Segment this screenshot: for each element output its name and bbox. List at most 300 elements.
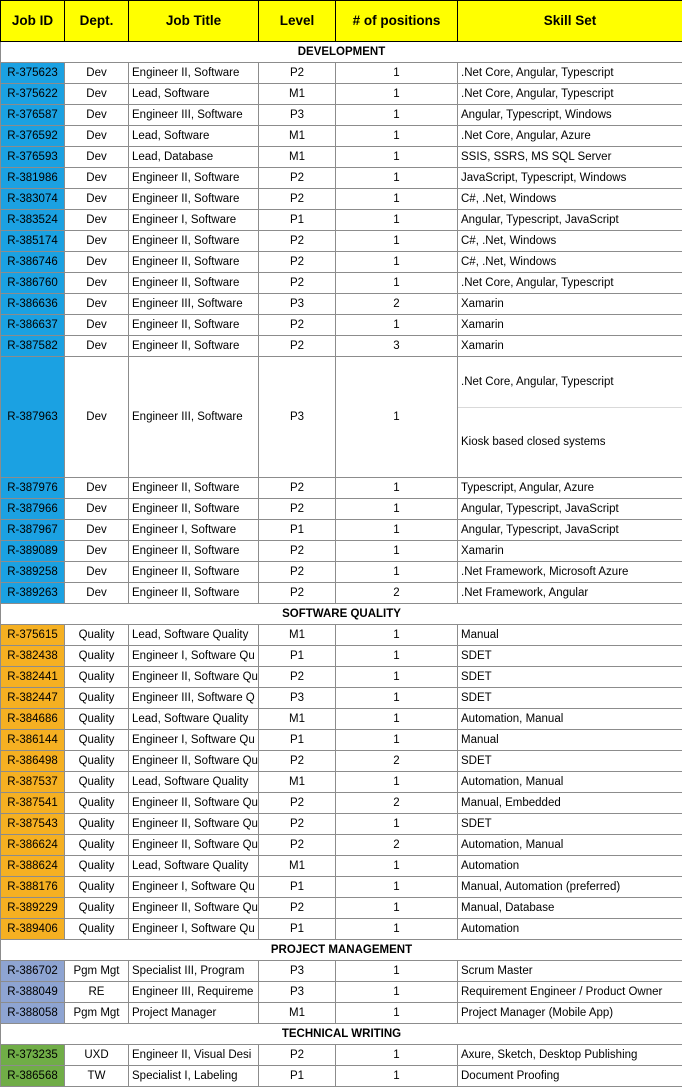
job-title-cell: Engineer II, Software: [129, 315, 259, 336]
positions-cell: 1: [336, 772, 458, 793]
positions-cell: 1: [336, 168, 458, 189]
job-id-cell: R-386760: [1, 273, 65, 294]
table-row: [1, 336, 682, 357]
skill-set-cell: .Net Framework, Angular: [458, 583, 682, 604]
positions-cell: 3: [336, 336, 458, 357]
table-row: [1, 646, 682, 667]
positions-cell: 2: [336, 835, 458, 856]
table-row: [1, 1045, 682, 1066]
positions-cell: 1: [336, 625, 458, 646]
skill-set-cell: Document Proofing: [458, 1066, 682, 1087]
job-title-cell: Engineer II, Software Qu: [129, 667, 259, 688]
dept-cell: Quality: [65, 709, 129, 730]
skill-set-cell: Angular, Typescript, JavaScript: [458, 520, 682, 541]
table-row: [1, 499, 682, 520]
dept-cell: Quality: [65, 877, 129, 898]
dept-cell: Dev: [65, 126, 129, 147]
level-cell: P2: [259, 478, 336, 499]
dept-cell: Pgm Mgt: [65, 961, 129, 982]
dept-cell: Dev: [65, 189, 129, 210]
dept-cell: Dev: [65, 252, 129, 273]
table-row: [1, 772, 682, 793]
skill-set-cell: Automation, Manual: [458, 772, 682, 793]
positions-cell: 1: [336, 562, 458, 583]
dept-cell: Dev: [65, 336, 129, 357]
table-row: [1, 814, 682, 835]
skill-set-cell: Angular, Typescript, JavaScript: [458, 210, 682, 231]
dept-cell: UXD: [65, 1045, 129, 1066]
job-title-cell: Engineer II, Software: [129, 336, 259, 357]
table-row: [1, 63, 682, 84]
job-title-cell: Engineer II, Visual Desi: [129, 1045, 259, 1066]
level-cell: P3: [259, 961, 336, 982]
section-header-development: [1, 42, 682, 63]
table-row: [1, 1066, 682, 1087]
dept-cell: Dev: [65, 315, 129, 336]
header-level: Level: [259, 1, 336, 42]
dept-cell: Quality: [65, 835, 129, 856]
job-title-cell: Engineer II, Software Qu: [129, 898, 259, 919]
skill-set-primary: .Net Core, Angular, Typescript: [458, 357, 682, 408]
level-cell: P2: [259, 583, 336, 604]
dept-cell: Dev: [65, 63, 129, 84]
level-cell: M1: [259, 1003, 336, 1024]
job-id-cell: R-387976: [1, 478, 65, 499]
skill-set-cell: Xamarin: [458, 336, 682, 357]
job-id-cell: R-389406: [1, 919, 65, 940]
table-row: [1, 667, 682, 688]
table-row: [1, 273, 682, 294]
job-id-cell: R-388049: [1, 982, 65, 1003]
skill-set-cell: Automation, Manual: [458, 835, 682, 856]
dept-cell: Dev: [65, 168, 129, 189]
section-header-technical-writing: [1, 1024, 682, 1045]
dept-cell: Pgm Mgt: [65, 1003, 129, 1024]
job-id-cell: R-383524: [1, 210, 65, 231]
level-cell: M1: [259, 84, 336, 105]
positions-cell: 1: [336, 646, 458, 667]
job-id-cell: R-383074: [1, 189, 65, 210]
job-title-cell: Lead, Software Quality: [129, 709, 259, 730]
skill-set-cell: .Net Framework, Microsoft Azure: [458, 562, 682, 583]
job-id-cell: R-386746: [1, 252, 65, 273]
level-cell: P3: [259, 982, 336, 1003]
positions-cell: 1: [336, 231, 458, 252]
level-cell: P1: [259, 646, 336, 667]
skill-set-cell: .Net Core, Angular, Typescript: [458, 273, 682, 294]
dept-cell: RE: [65, 982, 129, 1003]
table-row: [1, 709, 682, 730]
job-title-cell: Engineer III, Requireme: [129, 982, 259, 1003]
dept-cell: Dev: [65, 84, 129, 105]
skill-set-cell: SDET: [458, 688, 682, 709]
positions-cell: 1: [336, 814, 458, 835]
job-title-cell: Engineer II, Software Qu: [129, 793, 259, 814]
dept-cell: Dev: [65, 210, 129, 231]
job-id-cell: R-386637: [1, 315, 65, 336]
dept-cell: Dev: [65, 541, 129, 562]
level-cell: P3: [259, 294, 336, 315]
dept-cell: Dev: [65, 562, 129, 583]
skill-set-cell: Manual: [458, 625, 682, 646]
level-cell: P2: [259, 814, 336, 835]
skill-set-secondary: Kiosk based closed systems: [458, 408, 682, 477]
table-row: [1, 898, 682, 919]
skill-set-cell: Requirement Engineer / Product Owner: [458, 982, 682, 1003]
dept-cell: Dev: [65, 357, 129, 478]
positions-cell: 1: [336, 1066, 458, 1087]
job-id-cell: R-386498: [1, 751, 65, 772]
positions-cell: 1: [336, 1045, 458, 1066]
dept-cell: Quality: [65, 814, 129, 835]
job-title-cell: Engineer II, Software: [129, 499, 259, 520]
level-cell: P1: [259, 730, 336, 751]
job-id-cell: R-387537: [1, 772, 65, 793]
level-cell: M1: [259, 147, 336, 168]
job-id-cell: R-388624: [1, 856, 65, 877]
table-body: [1, 42, 682, 1087]
dept-cell: Dev: [65, 105, 129, 126]
job-title-cell: Engineer I, Software Qu: [129, 919, 259, 940]
skill-set-cell: SDET: [458, 646, 682, 667]
level-cell: M1: [259, 772, 336, 793]
dept-cell: Quality: [65, 856, 129, 877]
dept-cell: Dev: [65, 583, 129, 604]
skill-set-cell: .Net Core, Angular, Typescript: [458, 63, 682, 84]
table-row: [1, 730, 682, 751]
job-title-cell: Engineer II, Software: [129, 478, 259, 499]
dept-cell: Dev: [65, 478, 129, 499]
job-id-cell: R-385174: [1, 231, 65, 252]
positions-cell: 1: [336, 688, 458, 709]
skill-set-cell: C#, .Net, Windows: [458, 252, 682, 273]
skill-set-cell: Manual: [458, 730, 682, 751]
skill-set-cell: SDET: [458, 814, 682, 835]
section-title: TECHNICAL WRITING: [1, 1024, 682, 1045]
table-row: [1, 231, 682, 252]
table-row: [1, 583, 682, 604]
section-title: SOFTWARE QUALITY: [1, 604, 682, 625]
level-cell: P3: [259, 688, 336, 709]
table-row: [1, 478, 682, 499]
job-title-cell: Engineer II, Software Qu: [129, 751, 259, 772]
job-id-cell: R-388058: [1, 1003, 65, 1024]
positions-cell: 1: [336, 210, 458, 231]
job-title-cell: Engineer I, Software: [129, 210, 259, 231]
job-title-cell: Lead, Software: [129, 126, 259, 147]
job-title-cell: Engineer II, Software: [129, 231, 259, 252]
job-id-cell: R-386144: [1, 730, 65, 751]
table-row: [1, 520, 682, 541]
positions-cell: 1: [336, 147, 458, 168]
job-title-cell: Specialist I, Labeling: [129, 1066, 259, 1087]
job-id-cell: R-388176: [1, 877, 65, 898]
job-title-cell: Engineer I, Software Qu: [129, 730, 259, 751]
table-row: [1, 252, 682, 273]
skill-set-cell: Automation: [458, 856, 682, 877]
job-title-cell: Engineer II, Software: [129, 168, 259, 189]
job-id-cell: R-375615: [1, 625, 65, 646]
job-title-cell: Engineer II, Software: [129, 252, 259, 273]
dept-cell: Dev: [65, 499, 129, 520]
job-id-cell: R-376593: [1, 147, 65, 168]
dept-cell: Dev: [65, 294, 129, 315]
job-title-cell: Engineer I, Software Qu: [129, 877, 259, 898]
job-id-cell: R-389263: [1, 583, 65, 604]
table-row: [1, 315, 682, 336]
skill-set-cell: Xamarin: [458, 294, 682, 315]
job-id-cell: R-386702: [1, 961, 65, 982]
job-id-cell: R-375622: [1, 84, 65, 105]
job-title-cell: Engineer II, Software: [129, 562, 259, 583]
level-cell: M1: [259, 126, 336, 147]
table-row: [1, 982, 682, 1003]
level-cell: P2: [259, 168, 336, 189]
table-row: [1, 919, 682, 940]
section-header-software-quality: [1, 604, 682, 625]
level-cell: P2: [259, 1045, 336, 1066]
positions-cell: 1: [336, 478, 458, 499]
job-id-cell: R-387541: [1, 793, 65, 814]
table-row: [1, 541, 682, 562]
section-title: PROJECT MANAGEMENT: [1, 940, 682, 961]
skill-set-cell: C#, .Net, Windows: [458, 231, 682, 252]
positions-cell: 1: [336, 856, 458, 877]
table-row: [1, 562, 682, 583]
job-title-cell: Engineer III, Software: [129, 357, 259, 478]
job-title-cell: Engineer I, Software: [129, 520, 259, 541]
level-cell: M1: [259, 709, 336, 730]
positions-cell: 1: [336, 520, 458, 541]
level-cell: P2: [259, 499, 336, 520]
job-title-cell: Engineer III, Software: [129, 105, 259, 126]
section-header-project-management: [1, 940, 682, 961]
skill-set-cell: SDET: [458, 667, 682, 688]
skill-set-cell: .Net Core, Angular, Typescript: [458, 84, 682, 105]
table-row: [1, 168, 682, 189]
table-row: [1, 688, 682, 709]
table-row: [1, 835, 682, 856]
level-cell: M1: [259, 856, 336, 877]
table-row: [1, 1003, 682, 1024]
header-job-title: Job Title: [129, 1, 259, 42]
positions-cell: 1: [336, 273, 458, 294]
skill-set-cell: Xamarin: [458, 541, 682, 562]
level-cell: P2: [259, 252, 336, 273]
skill-set-cell: C#, .Net, Windows: [458, 189, 682, 210]
positions-cell: 2: [336, 751, 458, 772]
table-row: [1, 793, 682, 814]
table-row: [1, 961, 682, 982]
positions-cell: 1: [336, 541, 458, 562]
skill-set-cell: Angular, Typescript, JavaScript: [458, 499, 682, 520]
dept-cell: Quality: [65, 793, 129, 814]
positions-cell: 1: [336, 1003, 458, 1024]
level-cell: M1: [259, 625, 336, 646]
job-id-cell: R-387543: [1, 814, 65, 835]
job-id-cell: R-373235: [1, 1045, 65, 1066]
job-title-cell: Engineer II, Software: [129, 541, 259, 562]
skill-set-cell: [458, 357, 682, 478]
job-id-cell: R-386624: [1, 835, 65, 856]
dept-cell: Quality: [65, 667, 129, 688]
positions-cell: 1: [336, 709, 458, 730]
job-title-cell: Lead, Software: [129, 84, 259, 105]
section-title: DEVELOPMENT: [1, 42, 682, 63]
table-row: [1, 751, 682, 772]
job-id-cell: R-384686: [1, 709, 65, 730]
job-title-cell: Lead, Database: [129, 147, 259, 168]
job-id-cell: R-386636: [1, 294, 65, 315]
job-id-cell: R-389258: [1, 562, 65, 583]
positions-cell: 1: [336, 357, 458, 478]
job-id-cell: R-376592: [1, 126, 65, 147]
job-id-cell: R-382438: [1, 646, 65, 667]
job-title-cell: Engineer I, Software Qu: [129, 646, 259, 667]
level-cell: P2: [259, 751, 336, 772]
dept-cell: Quality: [65, 919, 129, 940]
level-cell: P2: [259, 898, 336, 919]
skill-set-cell: Angular, Typescript, Windows: [458, 105, 682, 126]
level-cell: P2: [259, 315, 336, 336]
positions-cell: 1: [336, 730, 458, 751]
positions-cell: 1: [336, 105, 458, 126]
skill-set-cell: Project Manager (Mobile App): [458, 1003, 682, 1024]
job-id-cell: R-375623: [1, 63, 65, 84]
level-cell: P2: [259, 231, 336, 252]
table-row: [1, 210, 682, 231]
positions-cell: 1: [336, 315, 458, 336]
positions-cell: 1: [336, 667, 458, 688]
dept-cell: Dev: [65, 231, 129, 252]
skill-set-cell: Automation, Manual: [458, 709, 682, 730]
skill-set-cell: JavaScript, Typescript, Windows: [458, 168, 682, 189]
skill-set-cell: Scrum Master: [458, 961, 682, 982]
job-id-cell: R-389229: [1, 898, 65, 919]
table-row: [1, 357, 682, 478]
skill-set-cell: Automation: [458, 919, 682, 940]
level-cell: P1: [259, 210, 336, 231]
header-skill-set: Skill Set: [458, 1, 682, 42]
skill-set-cell: SSIS, SSRS, MS SQL Server: [458, 147, 682, 168]
positions-cell: 1: [336, 982, 458, 1003]
positions-cell: 1: [336, 252, 458, 273]
level-cell: P1: [259, 520, 336, 541]
level-cell: P2: [259, 189, 336, 210]
job-id-cell: R-382441: [1, 667, 65, 688]
positions-cell: 1: [336, 63, 458, 84]
skill-set-cell: Axure, Sketch, Desktop Publishing: [458, 1045, 682, 1066]
job-title-cell: Engineer II, Software: [129, 63, 259, 84]
level-cell: P2: [259, 667, 336, 688]
skill-set-cell: Manual, Database: [458, 898, 682, 919]
header-row: [1, 1, 682, 42]
level-cell: P2: [259, 63, 336, 84]
positions-cell: 1: [336, 898, 458, 919]
positions-cell: 2: [336, 583, 458, 604]
level-cell: P3: [259, 105, 336, 126]
dept-cell: TW: [65, 1066, 129, 1087]
table-row: [1, 126, 682, 147]
dept-cell: Quality: [65, 751, 129, 772]
positions-cell: 2: [336, 294, 458, 315]
job-id-cell: R-382447: [1, 688, 65, 709]
level-cell: P2: [259, 562, 336, 583]
positions-cell: 1: [336, 877, 458, 898]
level-cell: P2: [259, 793, 336, 814]
skill-set-cell: SDET: [458, 751, 682, 772]
job-title-cell: Engineer II, Software Qu: [129, 835, 259, 856]
job-id-cell: R-389089: [1, 541, 65, 562]
dept-cell: Quality: [65, 646, 129, 667]
level-cell: P2: [259, 273, 336, 294]
dept-cell: Quality: [65, 688, 129, 709]
job-id-cell: R-386568: [1, 1066, 65, 1087]
positions-cell: 1: [336, 126, 458, 147]
table-row: [1, 147, 682, 168]
job-title-cell: Engineer III, Software: [129, 294, 259, 315]
header-positions: # of positions: [336, 1, 458, 42]
level-cell: P3: [259, 357, 336, 478]
job-title-cell: Lead, Software Quality: [129, 856, 259, 877]
job-id-cell: R-387582: [1, 336, 65, 357]
dept-cell: Quality: [65, 898, 129, 919]
job-id-cell: R-387967: [1, 520, 65, 541]
skill-set-cell: Typescript, Angular, Azure: [458, 478, 682, 499]
job-title-cell: Lead, Software Quality: [129, 625, 259, 646]
dept-cell: Dev: [65, 147, 129, 168]
job-title-cell: Engineer II, Software: [129, 583, 259, 604]
table-row: [1, 625, 682, 646]
skill-set-cell: Xamarin: [458, 315, 682, 336]
job-title-cell: Engineer II, Software: [129, 189, 259, 210]
job-title-cell: Lead, Software Quality: [129, 772, 259, 793]
skill-set-cell: Manual, Automation (preferred): [458, 877, 682, 898]
dept-cell: Quality: [65, 625, 129, 646]
positions-cell: 1: [336, 919, 458, 940]
job-id-cell: R-381986: [1, 168, 65, 189]
level-cell: P1: [259, 1066, 336, 1087]
job-title-cell: Engineer II, Software: [129, 273, 259, 294]
skill-set-cell: Manual, Embedded: [458, 793, 682, 814]
skill-set-cell: .Net Core, Angular, Azure: [458, 126, 682, 147]
job-id-cell: R-376587: [1, 105, 65, 126]
job-title-cell: Engineer III, Software Q: [129, 688, 259, 709]
table-row: [1, 189, 682, 210]
positions-cell: 2: [336, 793, 458, 814]
level-cell: P2: [259, 835, 336, 856]
header-dept: Dept.: [65, 1, 129, 42]
positions-cell: 1: [336, 84, 458, 105]
table-row: [1, 877, 682, 898]
header-job-id: Job ID: [1, 1, 65, 42]
dept-cell: Quality: [65, 772, 129, 793]
positions-cell: 1: [336, 961, 458, 982]
positions-cell: 1: [336, 189, 458, 210]
job-title-cell: Engineer II, Software Qu: [129, 814, 259, 835]
job-title-cell: Specialist III, Program: [129, 961, 259, 982]
dept-cell: Quality: [65, 730, 129, 751]
job-title-cell: Project Manager: [129, 1003, 259, 1024]
table-row: [1, 294, 682, 315]
dept-cell: Dev: [65, 520, 129, 541]
job-id-cell: R-387963: [1, 357, 65, 478]
positions-cell: 1: [336, 499, 458, 520]
table-row: [1, 856, 682, 877]
level-cell: P2: [259, 541, 336, 562]
dept-cell: Dev: [65, 273, 129, 294]
table-row: [1, 84, 682, 105]
